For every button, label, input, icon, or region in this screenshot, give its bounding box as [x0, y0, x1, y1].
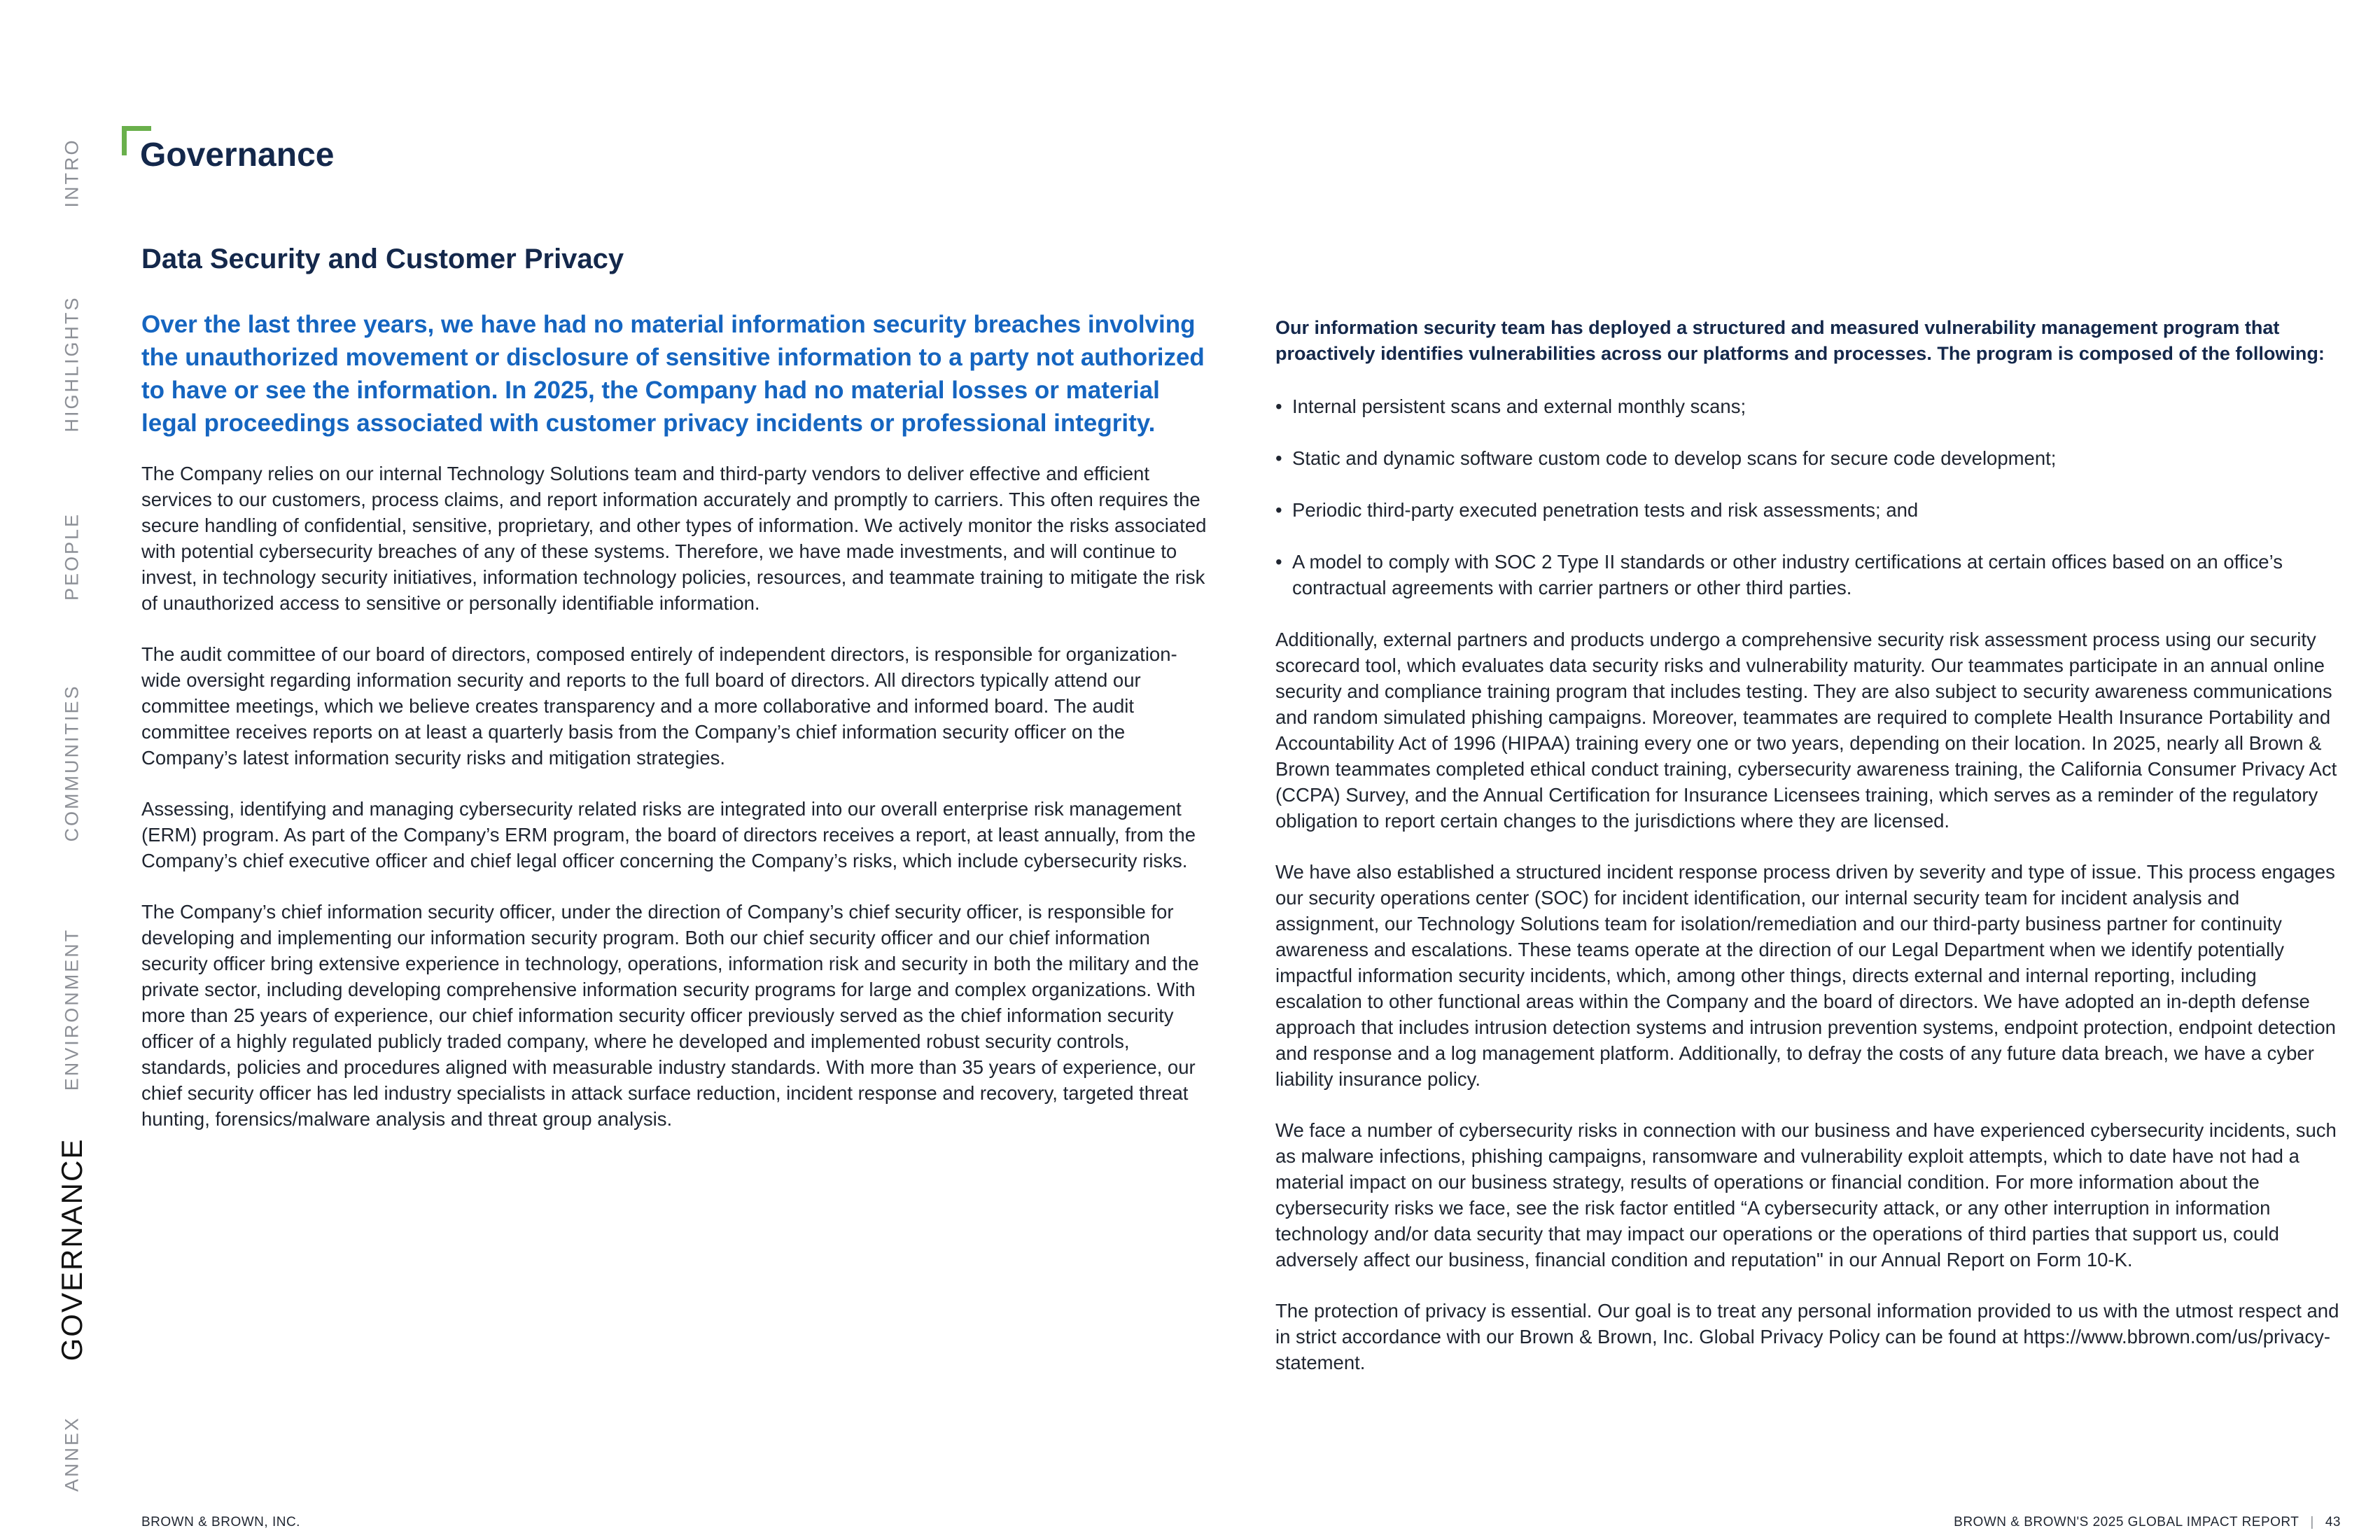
bullet-icon: • [1275, 447, 1282, 469]
list-item: • Internal persistent scans and external monthly scans; [1275, 393, 2346, 419]
nav-item-people[interactable]: PEOPLE [61, 512, 83, 601]
paragraph: The Company’s chief information security officer, under the direction of Company’s chief security officer, is responsible for developing and implementing our information security program. Both our chief security officer and our chief information security officer bring extensive experience in technology, operations, information risk and security in both the military and the private sector, including developing comprehensive information security programs for large and complex organizations. With more than 25 years of experience, our chief information security officer previously served as the chief information security officer of a highly regulated publicly traded company, where he developed and implemented robust security controls, standards, policies and procedures aligned with measurable industry standards. With more than 35 years of experience, our chief security officer has led industry specialists in attack surface reduction, incident response and recovery, targeted threat hunting, forensics/malware analysis and threat group analysis. [141, 901, 1199, 1130]
nav-item-communities[interactable]: COMMUNITIES [61, 684, 83, 842]
page-title: Governance [140, 136, 335, 174]
paragraph: We face a number of cybersecurity risks in connection with our business and have experienced cybersecurity incidents, such as malware infections, phishing campaigns, ransomware and vulnerability exploit attempts, which to date have not had a material impact on our business strategy, results of operations or financial condition. For more information about the cybersecurity risks we face, see the risk factor entitled “A cybersecurity attack, or any other interruption in information technology and/or data security that may impact our operations or the operations of third parties that support us, could adversely affect our business, financial condition and reputation" in our Annual Report on Form 10-K. [1275, 1119, 2337, 1270]
list-item: • Static and dynamic software custom code to develop scans for secure code development; [1275, 445, 2346, 471]
footer-report [1954, 1515, 2341, 1530]
paragraph: The audit committee of our board of directors, composed entirely of independent directors, is responsible for organization-wide oversight regarding information security and reports to the full board of directors. All directors typically attend our committee meetings, which we believe creates transparency and a more collaborative and informed board. The audit committee receives reports on at least a quarterly basis from the Company’s chief information security officer on the Company’s latest information security risks and mitigation strategies. [141, 643, 1177, 769]
paragraph: We have also established a structured incident response process driven by severity and type of issue. This process engages our security operations center (SOC) for incident identification, our internal security team for incident analysis and assignment, our Technology Solutions team for isolation/remediation and our third-party business partner for continuity awareness and escalations. These teams operate at the direction of our Legal Department when we identify potentially impactful information security incidents, which, among other things, directs external and internal reporting, including escalation to other functional areas within the Company and the board of directors. We have adopted an in-depth defense approach that includes intrusion detection systems and intrusion prevention systems, endpoint protection, endpoint detection and response and a log management platform. Additionally, to defray the costs of any future data breach, we have a cyber liability insurance policy. [1275, 861, 2336, 1090]
nav-item-environment[interactable]: ENVIRONMENT [61, 927, 83, 1091]
bullet-list [1275, 393, 2346, 601]
paragraph: The Company relies on our internal Technology Solutions team and third-party vendors to deliver effective and efficient services to our customers, process claims, and report information accurately and promptly to carriers. This often requires the secure handling of confidential, sensitive, proprietary, and other types of information. We actively monitor the risks associated with potential cybersecurity breaches of any of these systems. Therefore, we have made investments, and will continue to invest, in technology security initiatives, information technology policies, resources, and teammate training to mitigate the risk of unauthorized access to sensitive or personally identifiable information. [141, 463, 1207, 614]
nav-item-highlights[interactable]: HIGHLIGHTS [61, 295, 83, 433]
side-nav [0, 0, 119, 1540]
nav-item-intro[interactable]: INTRO [61, 138, 83, 208]
bullet-icon: • [1275, 396, 1282, 417]
section-title: Data Security and Customer Privacy [141, 244, 624, 274]
nav-item-annex[interactable]: ANNEX [61, 1415, 83, 1492]
nav-item-governance[interactable]: GOVERNANCE [55, 1138, 88, 1362]
page-number: 43 [2325, 1515, 2341, 1530]
paragraph: Assessing, identifying and managing cybersecurity related risks are integrated into our overall enterprise risk management (ERM) program. As part of the Company’s ERM program, the board of directors receives a report, at least annually, from the Company’s chief executive officer and chief legal officer concerning the Company’s risks, which include cybersecurity risks. [141, 798, 1196, 872]
lead-statement: Over the last three years, we have had no material information security breaches involving the unauthorized movement or disclosure of sensitive information to a party not authorized to have or see the information. In 2025, the Company had no material losses or material legal proceedings associated with customer privacy incidents or professional integrity. [141, 311, 1205, 437]
list-item: • Periodic third-party executed penetration tests and risk assessments; and [1275, 497, 2346, 523]
left-column [141, 308, 1212, 1157]
program-intro: Our information security team has deployed a structured and measured vulnerability management program that proactively identifies vulnerabilities across our platforms and processes. The program is composed of the following: [1275, 317, 2325, 364]
footer-company: BROWN & BROWN, INC. [141, 1515, 300, 1530]
paragraph: The protection of privacy is essential. Our goal is to treat any personal information provided to us with the utmost respect and in strict accordance with our Brown & Brown, Inc. Global Privacy Policy can be found at https://www.bbrown.com/us/privacy-statement. [1275, 1300, 2339, 1373]
footer-report-title: BROWN & BROWN'S 2025 GLOBAL IMPACT REPORT [1954, 1515, 2300, 1530]
bullet-icon: • [1275, 551, 1282, 573]
list-item: • A model to comply with SOC 2 Type II standards or other industry certifications at certain offices based on an office’s contractual agreements with carrier partners or other third parties. [1275, 549, 2346, 601]
bullet-icon: • [1275, 499, 1282, 521]
footer-separator: | [2310, 1515, 2314, 1530]
paragraph: Additionally, external partners and products undergo a comprehensive security risk assessment process using our security scorecard tool, which evaluates data security risks and vulnerability maturity. Our teammates participate in an annual online security and compliance training program that includes testing. They are also subject to security awareness communications and random simulated phishing campaigns. Moreover, teammates are required to complete Health Insurance Portability and Accountability Act of 1996 (HIPAA) training every one or two years, depending on their location. In 2025, nearly all Brown & Brown teammates completed ethical conduct training, cybersecurity awareness training, the California Consumer Privacy Act (CCPA) Survey, and the Annual Certification for Insurance Licensees training, which serves as a reminder of the regulatory obligation to report certain changes to the jurisdictions where they are licensed. [1275, 629, 2337, 832]
right-column [1275, 315, 2346, 1401]
